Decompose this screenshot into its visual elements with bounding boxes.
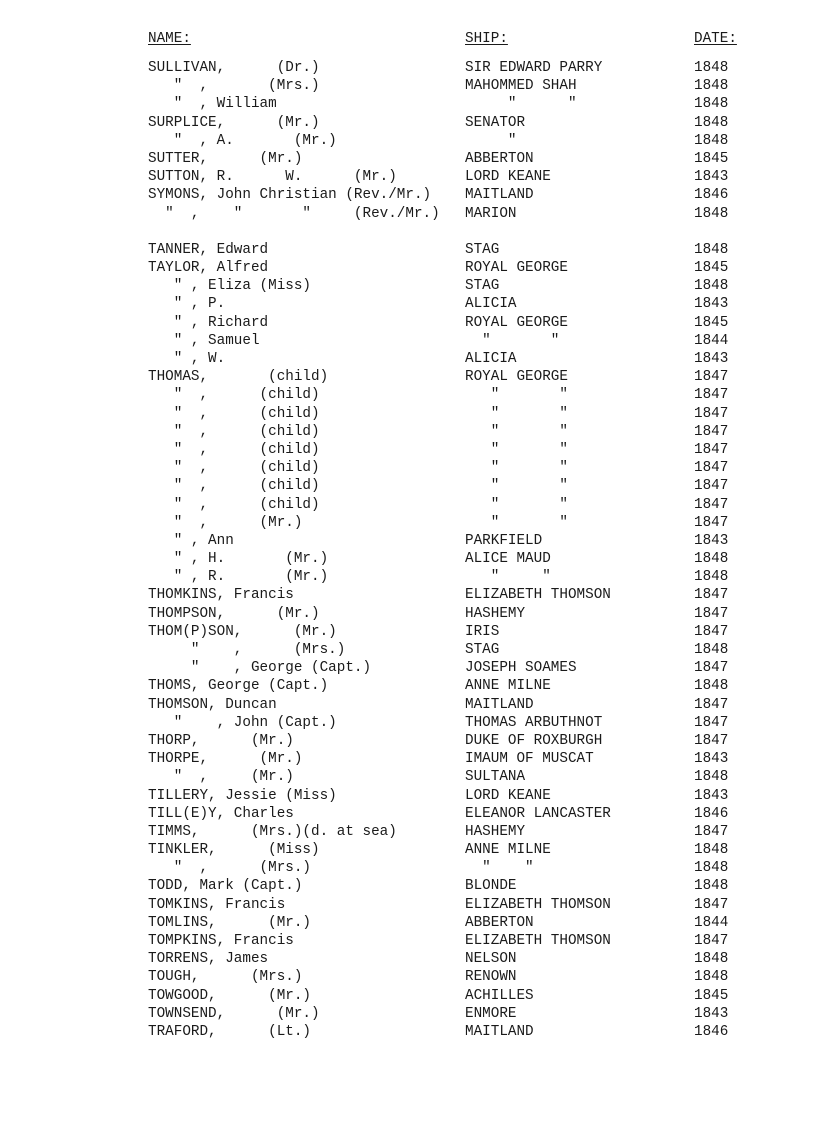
ship-name: STAG — [465, 642, 500, 658]
passenger-name: THOM(P)SON, (Mr.) — [148, 623, 337, 640]
arrival-date: 1845 — [694, 150, 729, 167]
ship-name: ANNE MILNE — [465, 678, 551, 695]
table-row — [0, 932, 816, 950]
passenger-name: THOMS, George (Capt.) — [148, 678, 329, 695]
passenger-name: " , H. (Mr.) — [148, 551, 329, 568]
table-row — [0, 1005, 816, 1023]
arrival-date: 1848 — [694, 569, 729, 586]
ship-name: IRIS — [465, 623, 500, 640]
table-row — [0, 805, 816, 823]
ship-name: " " — [465, 96, 577, 113]
passenger-name: TORRENS, James — [148, 951, 269, 968]
table-row — [0, 641, 816, 659]
passenger-name: SYMONS, John Christian (Rev./Mr.) — [148, 187, 432, 204]
table-row — [0, 914, 816, 932]
group-spacer — [0, 223, 816, 241]
arrival-date: 1847 — [694, 587, 729, 604]
passenger-name: TRAFORD, (Lt.) — [148, 1023, 312, 1040]
passenger-name: SULLIVAN, (Dr.) — [148, 60, 320, 76]
table-row — [0, 859, 816, 877]
date-column-header: DATE: — [694, 31, 737, 47]
arrival-date: 1845 — [694, 314, 729, 331]
ship-name: ROYAL GEORGE — [465, 369, 568, 386]
ship-name: ABBERTON — [465, 150, 534, 167]
ship-name: NELSON — [465, 951, 517, 968]
table-row — [0, 841, 816, 859]
ship-name: PARKFIELD — [465, 532, 543, 549]
arrival-date: 1844 — [694, 914, 729, 931]
passenger-name: THOMAS, (child) — [148, 369, 329, 386]
arrival-date: 1847 — [694, 732, 729, 749]
ship-name: ANNE MILNE — [465, 842, 551, 859]
table-row — [0, 186, 816, 204]
table-row — [0, 550, 816, 568]
ship-name: IMAUM OF MUSCAT — [465, 751, 594, 768]
passenger-name: " , (Mr.) — [148, 514, 303, 531]
ship-name: MARION — [465, 205, 517, 222]
table-row — [0, 150, 816, 168]
table-row — [0, 968, 816, 986]
passenger-name: THOMPSON, (Mr.) — [148, 605, 320, 622]
passenger-name: " , Eliza (Miss) — [148, 278, 312, 295]
table-row — [0, 568, 816, 586]
passenger-name: " , (child) — [148, 405, 320, 422]
table-row — [0, 987, 816, 1005]
arrival-date: 1847 — [694, 714, 729, 731]
table-row — [0, 259, 816, 277]
arrival-date: 1843 — [694, 751, 729, 768]
arrival-date: 1848 — [694, 678, 729, 695]
arrival-date: 1843 — [694, 169, 729, 186]
passenger-name: " , George (Capt.) — [148, 660, 372, 677]
ship-name: THOMAS ARBUTHNOT — [465, 714, 603, 731]
ship-name: ALICIA — [465, 296, 517, 313]
ship-name: ROYAL GEORGE — [465, 314, 568, 331]
ship-name: " " — [465, 405, 568, 422]
passenger-name: " , Samuel — [148, 332, 260, 349]
table-row — [0, 114, 816, 132]
passenger-name: TOMLINS, (Mr.) — [148, 914, 312, 931]
ship-name: ELEANOR LANCASTER — [465, 805, 611, 822]
table-row — [0, 677, 816, 695]
ship-name: SULTANA — [465, 769, 526, 786]
table-row — [0, 95, 816, 113]
table-row — [0, 877, 816, 895]
passenger-name: TOUGH, (Mrs.) — [148, 969, 303, 986]
passenger-name: TOWGOOD, (Mr.) — [148, 987, 312, 1004]
arrival-date: 1847 — [694, 460, 729, 477]
passenger-name: " , P. — [148, 296, 226, 313]
arrival-date: 1843 — [694, 351, 729, 367]
arrival-date: 1847 — [694, 514, 729, 531]
passenger-name: SUTTON, R. W. (Mr.) — [148, 169, 397, 186]
arrival-date: 1848 — [694, 969, 729, 986]
passenger-name: TIMMS, (Mrs.)(d. at sea) — [148, 823, 397, 840]
ship-name: MAHOMMED SHAH — [465, 78, 577, 95]
ship-name: JOSEPH SOAMES — [465, 660, 577, 677]
arrival-date: 1843 — [694, 532, 729, 549]
table-row — [0, 423, 816, 441]
table-row — [0, 1023, 816, 1041]
arrival-date: 1848 — [694, 860, 729, 877]
passenger-name: TOMPKINS, Francis — [148, 933, 294, 949]
table-row — [0, 514, 816, 532]
passenger-name: TODD, Mark (Capt.) — [148, 878, 303, 895]
ship-name: ALICIA — [465, 351, 517, 367]
table-row — [0, 732, 816, 750]
arrival-date: 1843 — [694, 787, 729, 804]
ship-name: ALICE MAUD — [465, 551, 551, 568]
ship-name: ENMORE — [465, 1005, 517, 1022]
passenger-name: " , William — [148, 96, 277, 113]
arrival-date: 1847 — [694, 478, 729, 495]
arrival-date: 1848 — [694, 551, 729, 568]
arrival-date: 1848 — [694, 205, 729, 222]
passenger-name: " , (Mr.) — [148, 769, 294, 786]
arrival-date: 1847 — [694, 423, 729, 440]
table-row — [0, 605, 816, 623]
table-row — [0, 659, 816, 677]
passenger-name: " , (child) — [148, 387, 320, 404]
table-row — [0, 768, 816, 786]
arrival-date: 1847 — [694, 823, 729, 840]
passenger-name: " , (child) — [148, 496, 320, 513]
arrival-date: 1847 — [694, 496, 729, 513]
passenger-name: TINKLER, (Miss) — [148, 842, 320, 859]
table-row — [0, 532, 816, 550]
passenger-name: " , (child) — [148, 423, 320, 440]
arrival-date: 1847 — [694, 696, 729, 713]
table-row — [0, 441, 816, 459]
arrival-date: 1847 — [694, 441, 729, 458]
passenger-name: THOMKINS, Francis — [148, 587, 294, 604]
table-row — [0, 586, 816, 604]
passenger-name: " , (child) — [148, 478, 320, 495]
passenger-name: " , (Mrs.) — [148, 642, 346, 658]
passenger-name: TILL(E)Y, Charles — [148, 805, 294, 822]
arrival-date: 1848 — [694, 132, 729, 149]
table-row — [0, 496, 816, 514]
ship-name: " " — [465, 514, 568, 531]
ship-name: " " — [465, 460, 568, 477]
ship-name: RENOWN — [465, 969, 517, 986]
passenger-name: THORPE, (Mr.) — [148, 751, 303, 768]
passenger-name: " , (child) — [148, 441, 320, 458]
passenger-name: " , R. (Mr.) — [148, 569, 329, 586]
ship-name: " " — [465, 423, 568, 440]
ship-name: SIR EDWARD PARRY — [465, 60, 603, 76]
passenger-name: TOMKINS, Francis — [148, 896, 286, 913]
ship-column-header: SHIP: — [465, 31, 508, 47]
table-row — [0, 241, 816, 259]
ship-name: " " — [465, 441, 568, 458]
name-column-header: NAME: — [148, 31, 191, 47]
arrival-date: 1848 — [694, 878, 729, 895]
passenger-name: THOMSON, Duncan — [148, 696, 277, 713]
passenger-name: " , W. — [148, 351, 226, 367]
passenger-name: " , A. (Mr.) — [148, 132, 337, 149]
arrival-date: 1846 — [694, 1023, 729, 1040]
ship-name: LORD KEANE — [465, 787, 551, 804]
ship-name: " " — [465, 332, 560, 349]
passenger-name: " , (Mrs.) — [148, 860, 312, 877]
table-row — [0, 787, 816, 805]
arrival-date: 1847 — [694, 605, 729, 622]
passenger-list — [0, 59, 816, 1041]
ship-name: STAG — [465, 278, 500, 295]
arrival-date: 1848 — [694, 642, 729, 658]
table-row — [0, 623, 816, 641]
table-row — [0, 823, 816, 841]
arrival-date: 1844 — [694, 332, 729, 349]
ship-name: DUKE OF ROXBURGH — [465, 732, 603, 749]
table-row — [0, 205, 816, 223]
passenger-name: SUTTER, (Mr.) — [148, 150, 303, 167]
ship-name: STAG — [465, 241, 500, 258]
ship-name: HASHEMY — [465, 605, 526, 622]
arrival-date: 1847 — [694, 623, 729, 640]
passenger-name: " , Ann — [148, 532, 234, 549]
ship-name: MAITLAND — [465, 187, 534, 204]
passenger-name: " , John (Capt.) — [148, 714, 337, 731]
ship-name: ROYAL GEORGE — [465, 260, 568, 277]
table-row — [0, 696, 816, 714]
passenger-name: THORP, (Mr.) — [148, 732, 294, 749]
passenger-name: " , (Mrs.) — [148, 78, 320, 95]
table-row — [0, 386, 816, 404]
passenger-name: TAYLOR, Alfred — [148, 260, 269, 277]
ship-name: SENATOR — [465, 114, 526, 131]
ship-name: ELIZABETH THOMSON — [465, 587, 611, 604]
table-row — [0, 132, 816, 150]
ship-name: HASHEMY — [465, 823, 526, 840]
arrival-date: 1845 — [694, 987, 729, 1004]
table-row — [0, 750, 816, 768]
arrival-date: 1847 — [694, 896, 729, 913]
ship-name: " " — [465, 569, 551, 586]
passenger-name: " , Richard — [148, 314, 269, 331]
table-row — [0, 168, 816, 186]
arrival-date: 1843 — [694, 1005, 729, 1022]
arrival-date: 1848 — [694, 114, 729, 131]
arrival-date: 1848 — [694, 769, 729, 786]
ship-name: ELIZABETH THOMSON — [465, 896, 611, 913]
arrival-date: 1847 — [694, 387, 729, 404]
table-row — [0, 332, 816, 350]
table-row — [0, 77, 816, 95]
table-row — [0, 314, 816, 332]
arrival-date: 1847 — [694, 405, 729, 422]
ship-name: MAITLAND — [465, 696, 534, 713]
passenger-name: TILLERY, Jessie (Miss) — [148, 787, 337, 804]
ship-name: " " — [465, 496, 568, 513]
arrival-date: 1848 — [694, 241, 729, 258]
table-row — [0, 368, 816, 386]
arrival-date: 1847 — [694, 660, 729, 677]
ship-name: " " — [465, 860, 534, 877]
table-row — [0, 59, 816, 77]
ship-name: LORD KEANE — [465, 169, 551, 186]
table-row — [0, 295, 816, 313]
table-row — [0, 277, 816, 295]
arrival-date: 1848 — [694, 951, 729, 968]
arrival-date: 1848 — [694, 842, 729, 859]
arrival-date: 1847 — [694, 933, 729, 949]
arrival-date: 1848 — [694, 278, 729, 295]
table-row — [0, 714, 816, 732]
arrival-date: 1848 — [694, 96, 729, 113]
ship-name: " " — [465, 387, 568, 404]
table-row — [0, 459, 816, 477]
arrival-date: 1843 — [694, 296, 729, 313]
arrival-date: 1848 — [694, 60, 729, 76]
table-row — [0, 950, 816, 968]
table-row — [0, 477, 816, 495]
table-row — [0, 350, 816, 368]
passenger-name: TOWNSEND, (Mr.) — [148, 1005, 320, 1022]
arrival-date: 1846 — [694, 187, 729, 204]
ship-name: ACHILLES — [465, 987, 534, 1004]
table-row — [0, 896, 816, 914]
ship-name: ELIZABETH THOMSON — [465, 933, 611, 949]
arrival-date: 1847 — [694, 369, 729, 386]
passenger-name: " , " " (Rev./Mr.) — [148, 205, 440, 222]
arrival-date: 1848 — [694, 78, 729, 95]
ship-name: BLONDE — [465, 878, 517, 895]
ship-name: " " — [465, 478, 568, 495]
arrival-date: 1845 — [694, 260, 729, 277]
ship-name: ABBERTON — [465, 914, 534, 931]
ship-name: " — [465, 132, 517, 149]
passenger-name: " , (child) — [148, 460, 320, 477]
arrival-date: 1846 — [694, 805, 729, 822]
ship-name: MAITLAND — [465, 1023, 534, 1040]
passenger-name: TANNER, Edward — [148, 241, 269, 258]
passenger-name: SURPLICE, (Mr.) — [148, 114, 320, 131]
table-row — [0, 405, 816, 423]
